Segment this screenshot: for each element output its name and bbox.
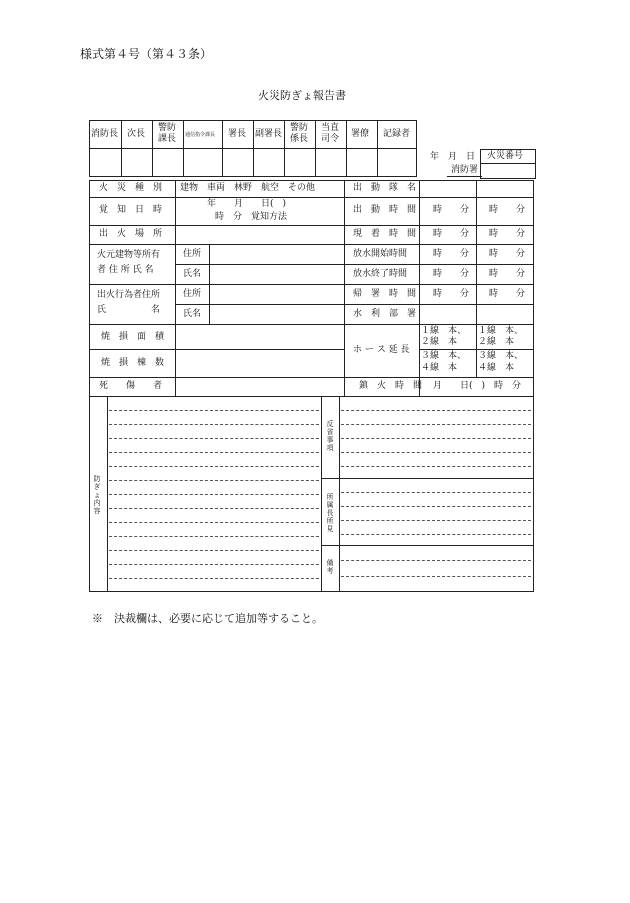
approval-defense-chief: 警防係長 <box>289 123 308 144</box>
approval-vice-station: 副署長 <box>255 129 283 139</box>
reflection-label: 反省事項 <box>326 420 334 452</box>
owner-label-line2: 者 住 所 氏 名 <box>97 265 154 275</box>
owner-name-label: 氏名 <box>183 269 202 279</box>
return-time-1: 時 分 <box>433 289 470 299</box>
casualty-label: 死 傷 者 <box>99 381 163 391</box>
extinguish-value: 月 日( ) 時 分 <box>433 381 522 391</box>
hose-2a: ３線 本、 <box>421 351 467 361</box>
hose-3b: ２線 本 <box>478 337 515 347</box>
actor-label <box>97 290 161 315</box>
approval-deputy: 次長 <box>127 129 146 139</box>
hose-1a: １線 本、 <box>421 326 467 336</box>
actor-label-line1: 出火行為者住所 <box>97 290 161 300</box>
form-label: 様式第４号（第４３条） <box>80 47 213 61</box>
fire-type-label: 火 災 種 別 <box>99 183 163 193</box>
owner-label <box>97 250 161 275</box>
water-start-label: 放水開始時間 <box>353 249 408 259</box>
owner-address-label: 住所 <box>183 249 202 259</box>
arrival-time-1: 時 分 <box>433 229 470 239</box>
extinguish-label: 鎮 火 時 間 <box>359 381 423 391</box>
water-start-time-2: 時 分 <box>489 249 526 259</box>
approval-staff: 署僚 <box>351 129 370 139</box>
units-label: 出 動 隊 名 <box>353 183 417 193</box>
chief-opinion-label: 所属長所見 <box>326 493 334 533</box>
approval-station-chief: 署長 <box>228 129 247 139</box>
owner-label-line1: 火元建物等所有 <box>97 250 161 260</box>
note: ※ 決裁欄は、必要に応じて追加等すること。 <box>92 612 323 625</box>
page-title: 火災防ぎょ報告書 <box>258 89 346 102</box>
remarks-label: 備考 <box>326 559 334 575</box>
water-end-time-2: 時 分 <box>489 269 526 279</box>
return-label: 帰 署 時 間 <box>353 289 417 299</box>
actor-address-label: 住所 <box>183 289 202 299</box>
discovery-date: 年 月 日( ) <box>207 199 287 209</box>
water-start-time-1: 時 分 <box>433 249 470 259</box>
water-end-label: 放水終了時間 <box>353 269 408 279</box>
dispatch-time-label: 出 動 時 間 <box>353 205 417 215</box>
arrival-time-2: 時 分 <box>489 229 526 239</box>
approval-comm-section: 通信指令課長 <box>185 132 216 138</box>
actor-name-label: 氏名 <box>183 309 202 319</box>
approval-duty-commander: 当直司令 <box>320 123 339 144</box>
hose-3a: １線 本、 <box>478 326 524 336</box>
hose-label: ホ ー ス 延 長 <box>353 345 410 355</box>
actor-label-line2: 氏 名 <box>97 305 161 315</box>
station-label: 消防署 <box>447 165 482 177</box>
defense-label: 防ぎょ内容 <box>93 475 101 515</box>
fire-type-options: 建物 車両 林野 航空 その他 <box>180 183 316 193</box>
arrival-label: 現 着 時 間 <box>353 229 417 239</box>
hose-4a: ３線 本、 <box>478 351 524 361</box>
approval-chief: 消防長 <box>91 129 119 139</box>
hose-1b: ２線 本 <box>421 337 458 347</box>
location-label: 出 火 場 所 <box>99 229 163 239</box>
fire-number-label: 火災番号 <box>487 151 524 161</box>
hose-4b: ４線 本 <box>478 363 515 373</box>
burn-count-label: 焼 損 棟 数 <box>101 358 165 368</box>
burn-area-label: 焼 損 面 積 <box>101 332 165 342</box>
discovery-label: 覚 知 日 時 <box>99 205 163 215</box>
dispatch-time-1: 時 分 <box>433 205 470 215</box>
approval-table <box>89 120 417 177</box>
approval-defense-section: 警防課長 <box>157 123 176 144</box>
hose-2b: ４線 本 <box>421 363 458 373</box>
dispatch-time-2: 時 分 <box>489 205 526 215</box>
water-end-time-1: 時 分 <box>433 269 470 279</box>
approval-recorder: 記録者 <box>383 129 411 139</box>
main-table <box>89 180 534 592</box>
fire-number-box <box>480 149 536 179</box>
date-label: 年 月 日 <box>430 152 476 162</box>
discovery-time-method: 時 分 覚知方法 <box>215 212 288 222</box>
return-time-2: 時 分 <box>489 289 526 299</box>
water-station-label: 水 利 部 署 <box>353 309 417 319</box>
